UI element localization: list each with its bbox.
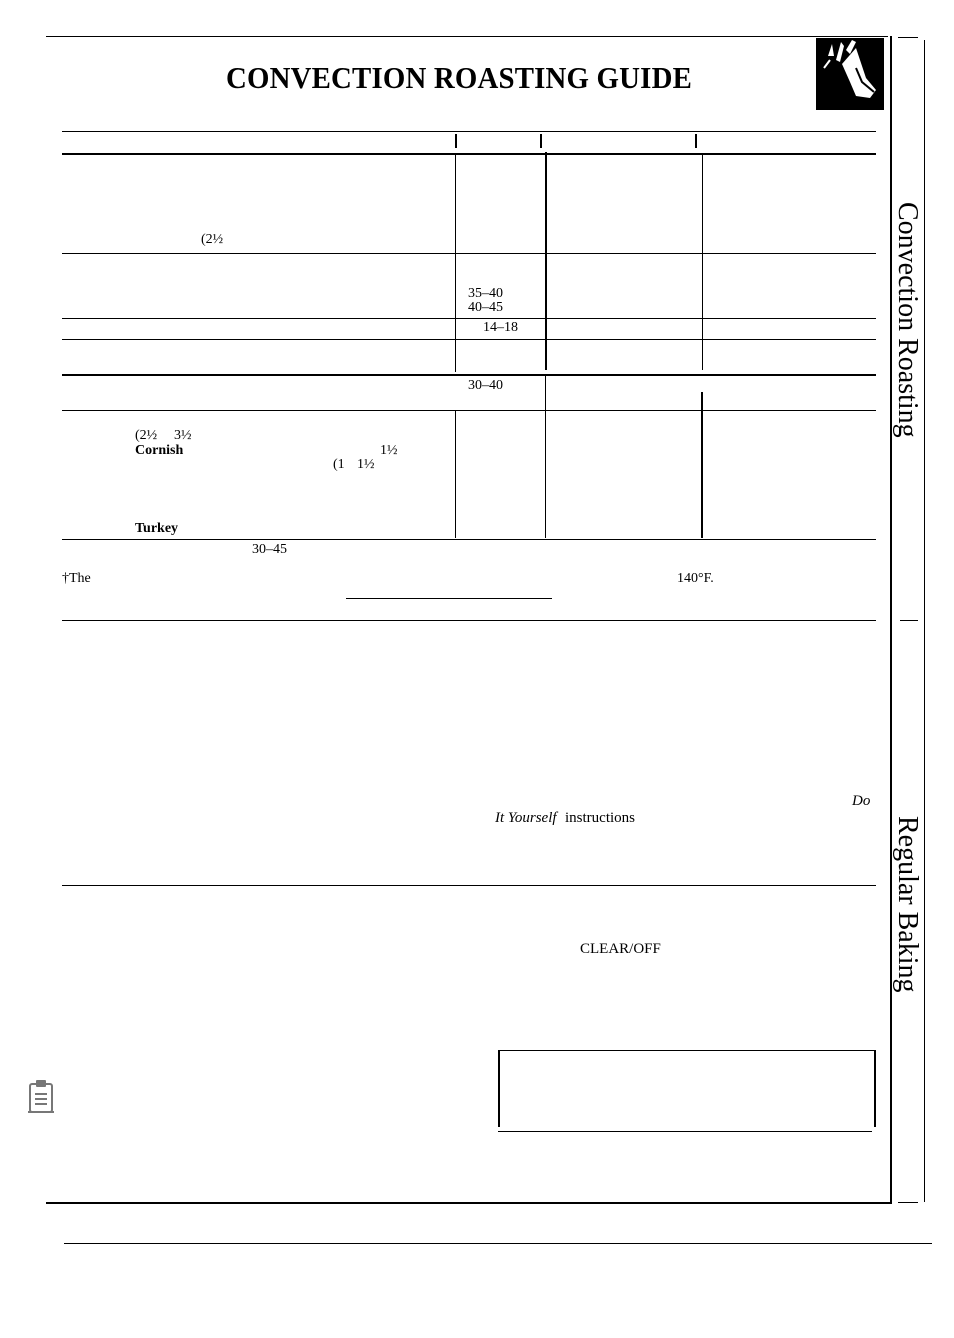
header-tick-3 xyxy=(695,134,697,148)
time-a: 35–40 xyxy=(468,286,503,301)
note-pad-icon xyxy=(26,1078,58,1114)
note-box-bottom-rule xyxy=(498,1131,872,1132)
row-rule-2 xyxy=(62,318,876,319)
table-bottom-rule xyxy=(62,620,876,621)
table-top-rule xyxy=(62,131,876,132)
pointing-hand-icon xyxy=(816,38,884,110)
cornish-label: Cornish xyxy=(135,443,184,458)
top-rule xyxy=(46,36,888,37)
bottom-rule-right xyxy=(898,1202,918,1203)
do-text: Do xyxy=(852,793,871,809)
header-tick-1 xyxy=(455,134,457,148)
beef-fraction: (2½ xyxy=(201,232,224,247)
note-box xyxy=(498,1050,876,1127)
col-rule-3 xyxy=(702,154,703,370)
col-rule-1b xyxy=(455,410,456,538)
footer-rule xyxy=(64,1243,932,1244)
turkey-label: Turkey xyxy=(135,521,179,536)
instructions-text: instructions xyxy=(565,810,635,826)
poultry-fraction-a: (2½ xyxy=(135,428,158,443)
page-title: CONVECTION ROASTING GUIDE xyxy=(226,60,693,95)
time-d: 30–40 xyxy=(468,378,503,393)
time-c: 14–18 xyxy=(483,320,518,335)
row-rule-1 xyxy=(62,253,876,254)
col-rule-3b xyxy=(701,392,703,538)
clear-off-text: CLEAR/OFF xyxy=(580,941,661,957)
row-rule-3 xyxy=(62,339,876,340)
side-tab-regular-baking: Regular Baking xyxy=(892,816,923,993)
row-rule-4 xyxy=(62,374,876,376)
top-rule-right xyxy=(898,37,918,38)
side-tab-convection-roasting: Convection Roasting xyxy=(892,202,923,438)
table-header-rule xyxy=(62,153,876,155)
it-yourself-text: It Yourself xyxy=(495,810,557,826)
row-rule-6 xyxy=(62,539,876,540)
footer-time: 30–45 xyxy=(252,542,287,557)
cornish-fraction-c: 1½ xyxy=(357,457,375,472)
far-right-rule xyxy=(924,40,925,1202)
cornish-fraction-a: 1½ xyxy=(380,443,398,458)
footnote-dagger: †The xyxy=(62,571,91,586)
header-tick-2 xyxy=(540,134,542,148)
bottom-rule xyxy=(46,1202,892,1204)
section-rule xyxy=(62,885,876,886)
col-rule-2 xyxy=(545,152,547,370)
cornish-fraction-b: (1 xyxy=(333,457,345,472)
time-b: 40–45 xyxy=(468,300,503,315)
side-tab-divider xyxy=(900,620,918,621)
footnote-underline xyxy=(346,598,552,599)
footnote-temp: 140°F. xyxy=(677,571,714,586)
row-rule-5 xyxy=(62,410,876,411)
poultry-fraction-b: 3½ xyxy=(174,428,192,443)
col-rule-2b xyxy=(545,376,546,538)
